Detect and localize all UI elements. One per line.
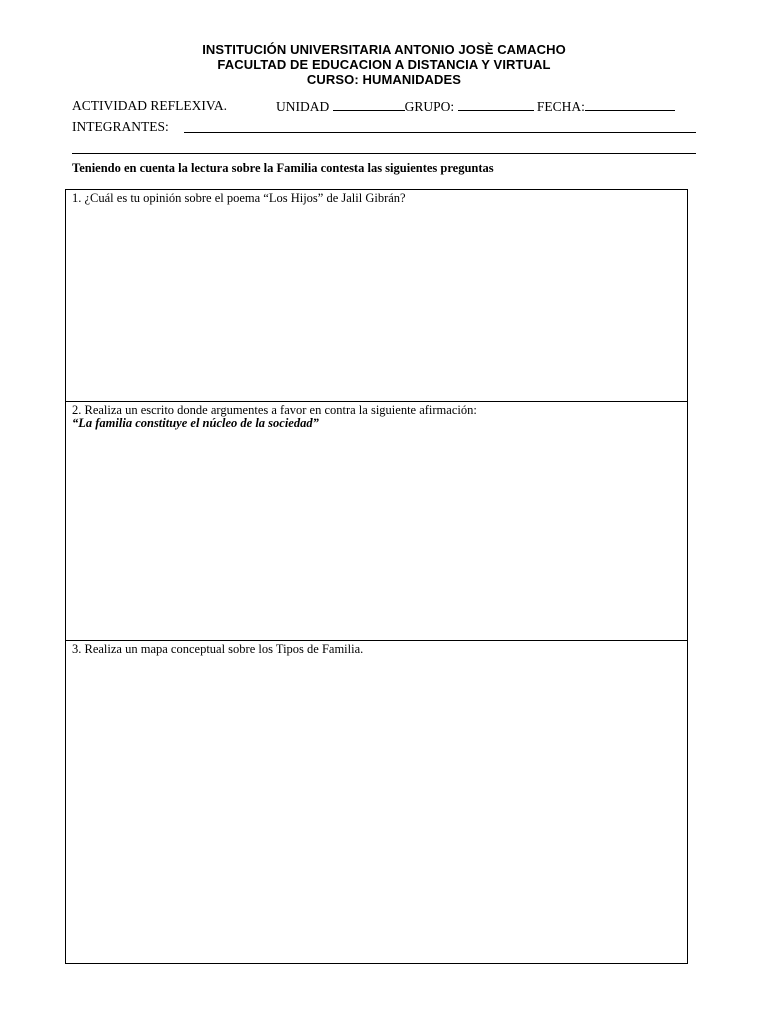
members-label: INTEGRANTES: (72, 119, 169, 134)
course-name: CURSO: HUMANIDADES (306, 72, 462, 87)
instruction-text: Teniendo en cuenta la lectura sobre la Familia contesta las siguientes preguntas (72, 161, 494, 175)
group-blank[interactable] (458, 98, 534, 111)
unit-blank[interactable] (333, 98, 405, 111)
question-1-text: 1. ¿Cuál es tu opinión sobre el poema “Los Hijos” de Jalil Gibrán? (72, 191, 406, 205)
faculty-name: FACULTAD DE EDUCACION A DISTANCIA Y VIRTUAL (217, 57, 551, 72)
date-blank[interactable] (585, 98, 675, 111)
date-label: FECHA: (536, 99, 585, 114)
document-header (0, 42, 768, 87)
question-2-quote: “La familia constituye el núcleo de la sociedad” (72, 416, 319, 430)
institution-name: INSTITUCIÓN UNIVERSITARIA ANTONIO JOSÈ CAMACHO (202, 42, 566, 57)
unit-field (276, 98, 675, 115)
members-blank-line-2[interactable] (72, 153, 696, 154)
group-label: GRUPO: (404, 99, 455, 114)
question-2-text: 2. Realiza un escrito donde argumentes a favor en contra la siguiente afirmación: (72, 403, 477, 417)
activity-info-row (72, 98, 227, 114)
question-box-1[interactable] (65, 189, 688, 402)
unit-label: UNIDAD (276, 99, 330, 114)
members-blank-line-1[interactable] (184, 132, 696, 133)
question-box-3[interactable] (65, 640, 688, 964)
activity-label: ACTIVIDAD REFLEXIVA. (72, 98, 227, 113)
question-3-text: 3. Realiza un mapa conceptual sobre los Tipos de Familia. (72, 642, 364, 656)
members-row (72, 119, 169, 135)
question-box-2[interactable] (65, 401, 688, 641)
